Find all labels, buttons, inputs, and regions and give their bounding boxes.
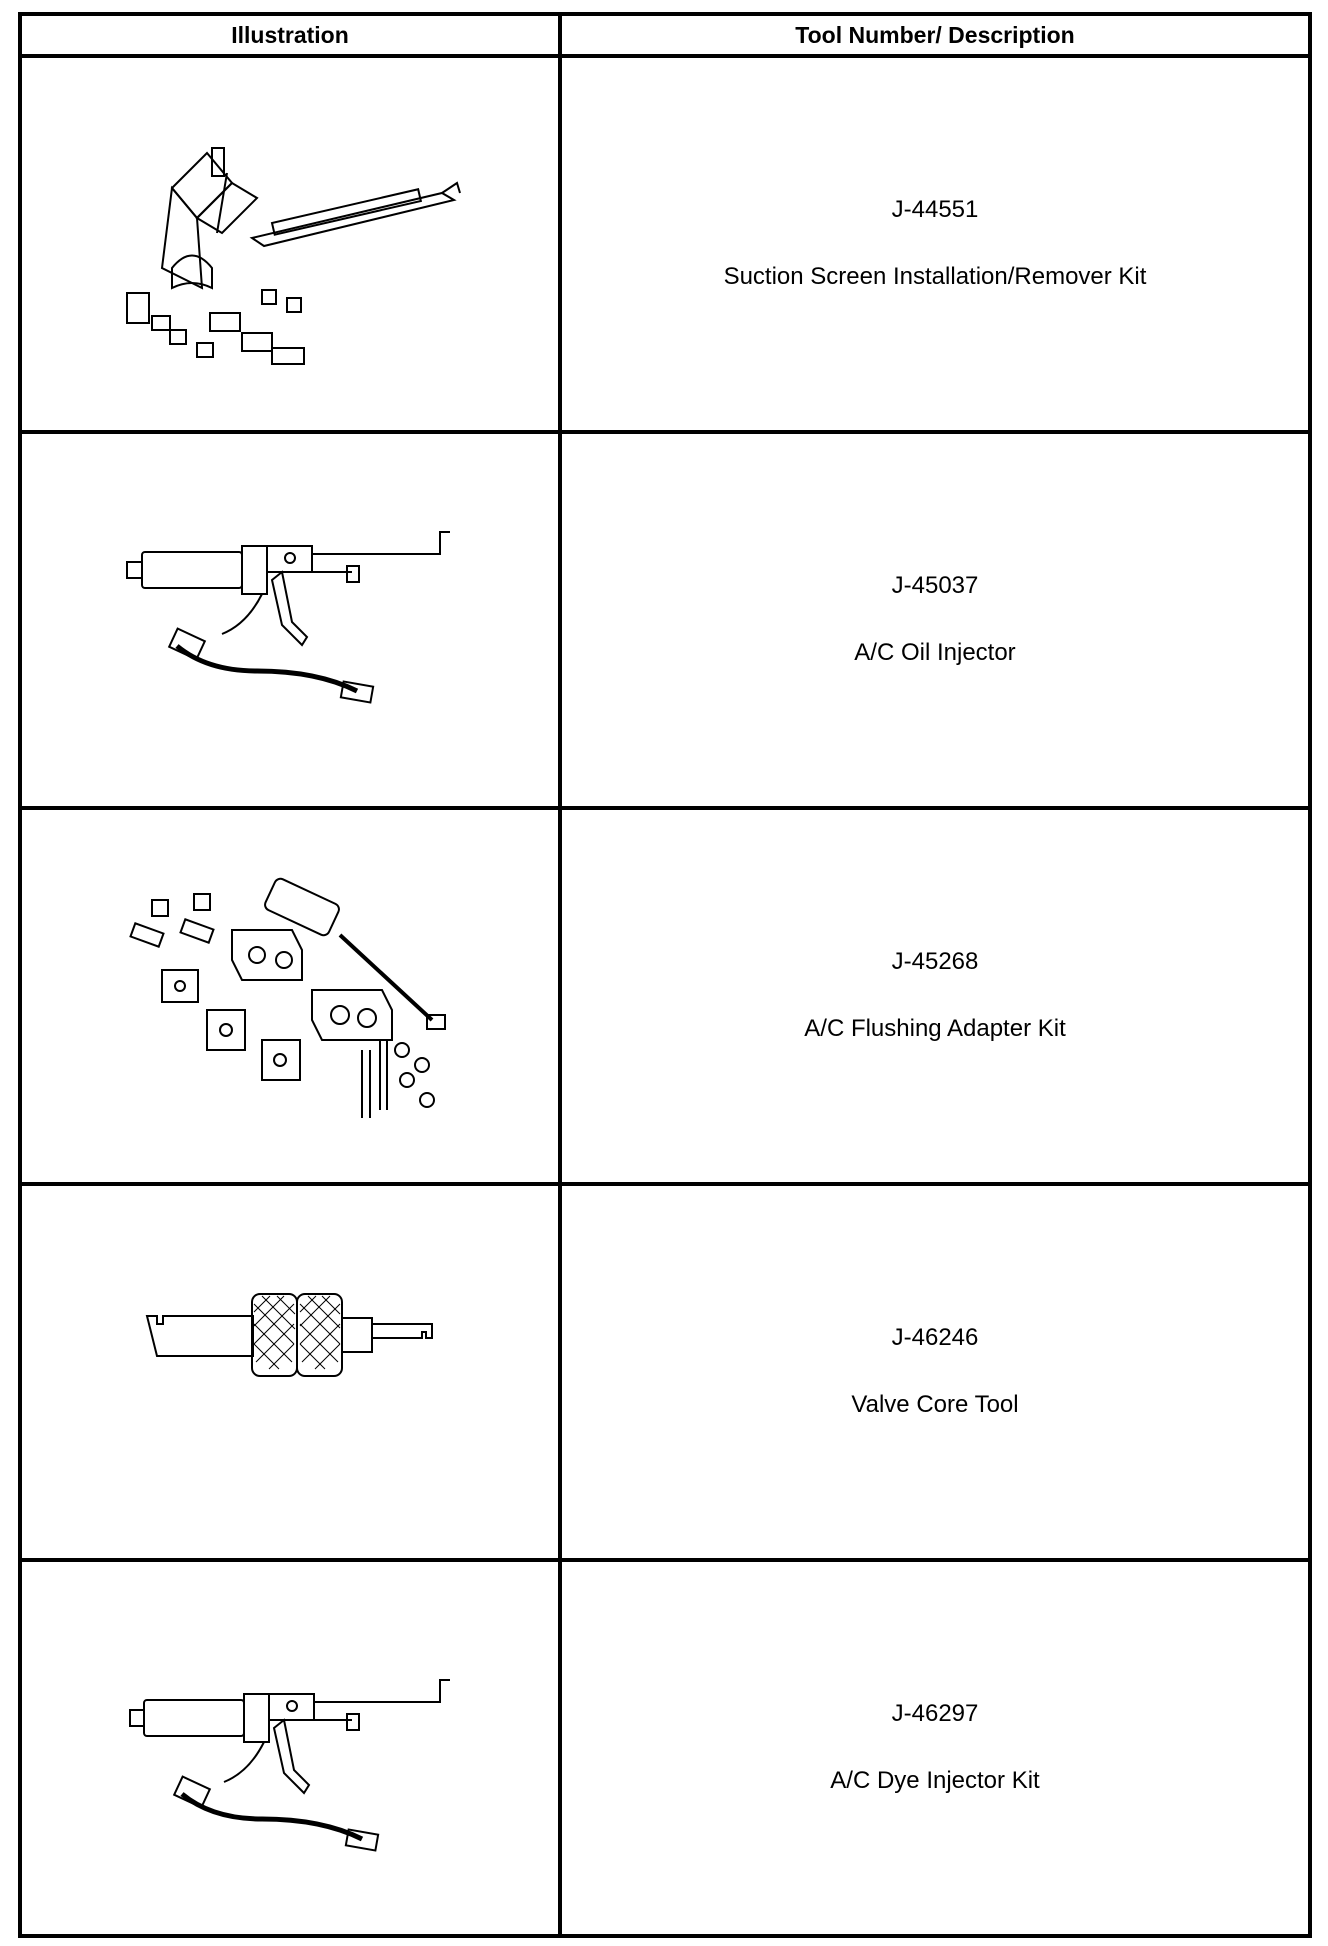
tool-number: J-46297 <box>891 1700 979 1727</box>
table-row <box>22 434 1308 806</box>
header-tool-description: Tool Number/ Description <box>795 22 1075 48</box>
illustration-cell <box>22 434 558 806</box>
oil-injector-icon <box>22 434 558 806</box>
tool-description-cell <box>562 58 1308 430</box>
tool-description: Suction Screen Installation/Remover Kit <box>723 263 1147 290</box>
tool-number: J-45268 <box>891 948 979 975</box>
tool-description: A/C Oil Injector <box>854 639 1016 666</box>
table-row <box>22 58 1308 430</box>
illustration-cell <box>22 1562 558 1934</box>
table-row <box>22 1562 1308 1934</box>
tool-description-cell <box>562 1186 1308 1558</box>
table-row <box>22 810 1308 1182</box>
valve-core-tool-icon <box>22 1186 558 1558</box>
illustration-cell <box>22 1186 558 1558</box>
flushing-adapter-kit-icon <box>22 810 558 1182</box>
header-illustration: Illustration <box>231 22 349 48</box>
table-row <box>22 1186 1308 1558</box>
tool-number: J-45037 <box>891 572 979 599</box>
tool-number: J-46246 <box>891 1324 979 1351</box>
dye-injector-kit-icon <box>22 1562 558 1934</box>
tool-description: Valve Core Tool <box>851 1391 1019 1418</box>
suction-screen-kit-icon <box>22 58 558 430</box>
illustration-cell <box>22 810 558 1182</box>
tool-number: J-44551 <box>891 196 979 223</box>
tool-description-cell <box>562 434 1308 806</box>
tool-description-cell <box>562 810 1308 1182</box>
tool-table <box>18 12 1312 1938</box>
tool-description-cell <box>562 1562 1308 1934</box>
illustration-cell <box>22 58 558 430</box>
tool-description: A/C Dye Injector Kit <box>830 1767 1040 1794</box>
tool-description: A/C Flushing Adapter Kit <box>804 1015 1066 1042</box>
